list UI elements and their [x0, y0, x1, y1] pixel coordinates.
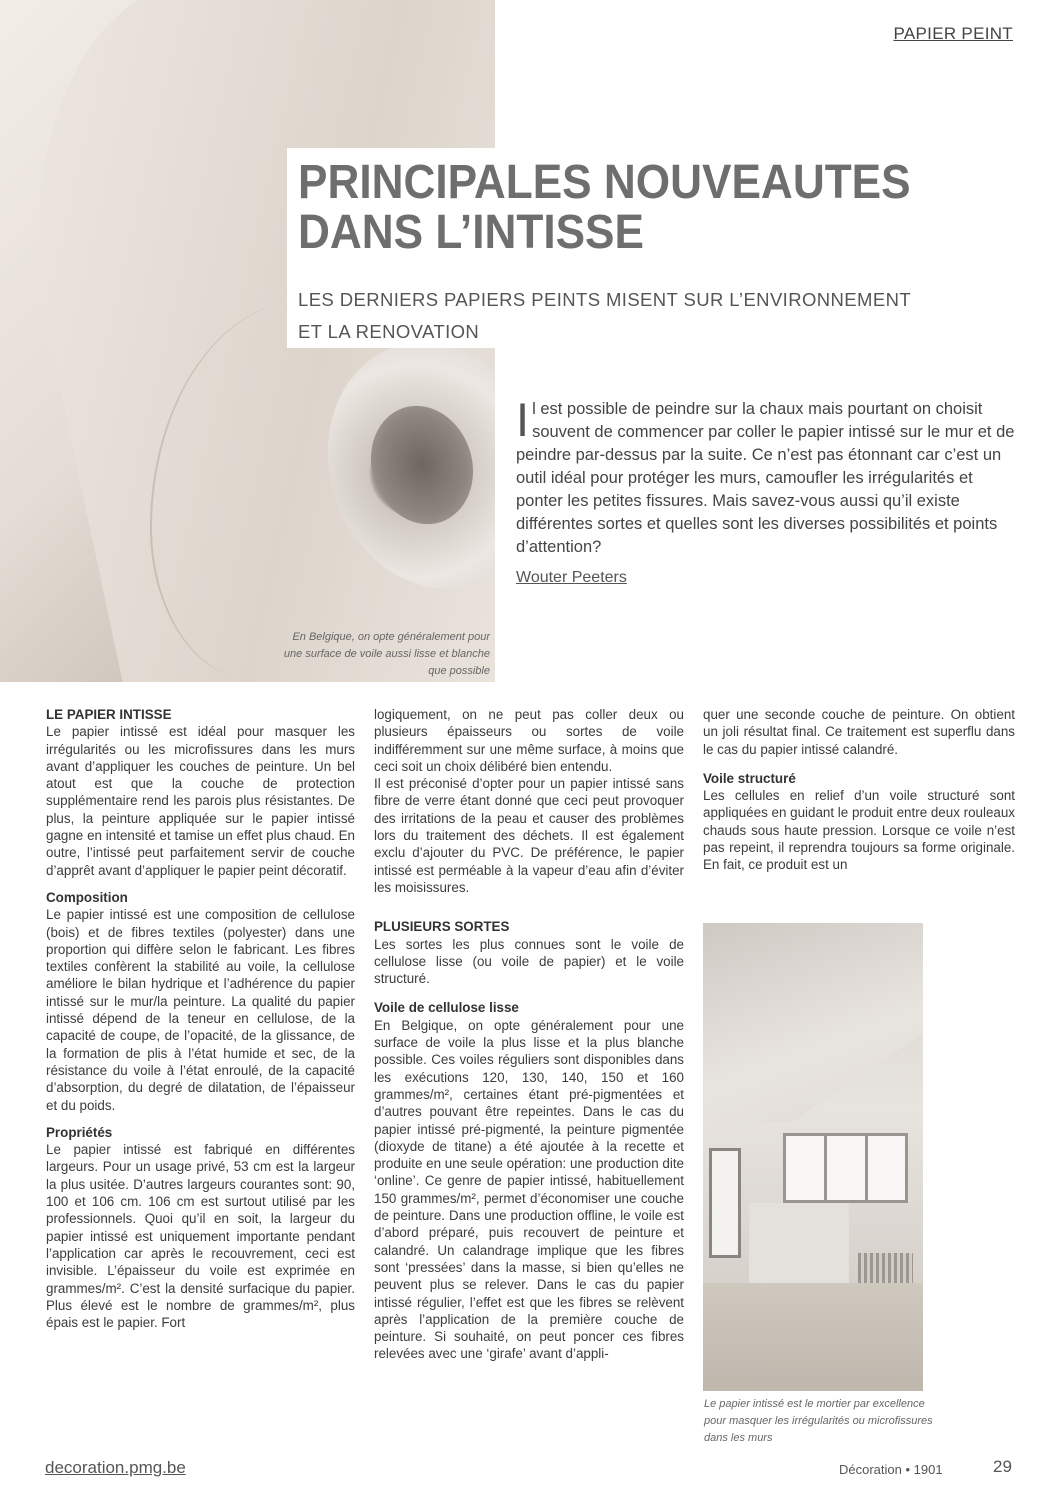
article-intro — [516, 393, 1016, 559]
drop-cap: I — [516, 393, 530, 446]
heading-papier-intisse: LE PAPIER INTISSE — [46, 707, 172, 722]
author-link[interactable]: Wouter Peeters — [516, 569, 627, 586]
intro-text: l est possible de peindre sur la chaux mais pourtant on choisit souvent de commencer par coller le papier intissé sur le mur et de peindre par-dessus par la suite. Ce n’est pas étonnant car c’est un outil idéal pour protéger les murs, camoufler les irrégularités et ponter les petites fissures. Mais savez-vous aussi qu’il existe différentes sortes et quelles sont les diverses possibilités et points d’attention? — [516, 400, 1015, 556]
footer-website-link[interactable]: decoration.pmg.be — [45, 1458, 186, 1477]
subtitle-line-2: ET LA RENOVATION — [298, 321, 480, 342]
paragraph-col3-a: quer une seconde couche de peinture. On obtient un joli résultat final. Ce traitement est superflu dans le cas du papier intissé calandré. — [703, 707, 1015, 757]
article-subtitle — [298, 284, 1038, 348]
paragraph-plusieurs-sortes: Les sortes les plus connues sont le voile de cellulose lisse (ou voile de papier) et le voile structuré. — [374, 936, 684, 987]
photo-caption-bottom: Le papier intissé est le mortier par excellence pour masquer les irrégularités ou microfissures dans les murs — [704, 1398, 933, 1444]
title-line-1: PRINCIPALES NOUVEAUTES — [298, 156, 911, 209]
heading-proprietes: Propriétés — [46, 1124, 113, 1140]
paragraph-voile-structure: Les cellules en relief d’un voile structuré sont appliquées en guidant le produit entre deux rouleaux chauds sous haute pression. Lorsque ce voile n’est pas repeint, il reprendra toujours sa forme originale. En fait, ce produit est un — [703, 788, 1015, 873]
photo-caption-top: En Belgique, on opte généralement pour une surface de voile aussi lisse et blanche que possible — [283, 631, 490, 677]
page-number: 29 — [993, 1457, 1012, 1476]
paragraph-composition: Le papier intissé est une composition de cellulose (bois) et de fibres textiles (polyester) dans une proportion qui diffère selon le fabricant. Les fibres textiles confèrent la stabilité au voile, la cellulose améliore le bilan hydrique et l’adhérence du papier intissé sur le mur/la peinture. La qualité du papier intissé dépend de la teneur en cellulose, de la capacité de coupe, de l’opacité, de la glissance, de la formation de plis à l’état humide et sec, de la résistance du voile à l’état enroulé, de la capacité d’absorption, du degré de dilatation, de l’épaisseur et du poids. — [46, 907, 355, 1113]
column-3 — [703, 706, 1015, 874]
heading-plusieurs-sortes: PLUSIEURS SORTES — [374, 919, 510, 935]
column-1 — [46, 706, 355, 1331]
section-tag[interactable]: PAPIER PEINT — [893, 24, 1013, 43]
heading-voile-cellulose: Voile de cellulose lisse — [374, 1000, 519, 1016]
heading-voile-structure: Voile structuré — [703, 770, 796, 786]
title-line-2: DANS L’INTISSE — [298, 206, 644, 259]
subtitle-line-1: LES DERNIERS PAPIERS PEINTS MISENT SUR L’ENVIRONNEMENT — [298, 289, 912, 310]
article-title — [298, 158, 960, 258]
paragraph-col2-b: Il est préconisé d’opter pour un papier intissé sans fibre de verre étant donné que ceci peut provoquer des irritations de la peau et causer des problèmes lors du traitement des déchets. Il est également exclu d’ajouter du PVC. De préférence, le papier intissé est perméable à la vapeur d’eau afin d’éviter les moisissures. — [374, 776, 684, 895]
paragraph-voile-cellulose: En Belgique, on opte généralement pour une surface de voile la plus lisse et la plus blanche possible. Ces voiles réguliers sont disponibles dans les exécutions 120, 130, 140, 150 et 160 grammes/m², certaines étant pré-pigmentées et d’autres pouvant être repeintes. Dans le cas du papier intissé pré-pigmenté, la peinture pigmentée (dioxyde de titane) a été ajoutée à la recette et produite en une seule opération: une production dite ‘online’. Ce genre de papier intissé, habituellement 150 grammes/m², permet d’économiser une couche de peinture. Dans une production offline, le voile est d’abord préparé, puis recouvert de peinture et calandré. Un calandrage implique que les fibres sont ‘pressées’ dans la masse, si bien qu’elles ne peuvent plus se relever. Dans le cas du papier intissé régulier, l’effet est que les fibres se relèvent après l’application de la première couche de peinture. Si souhaité, on peut poncer ces fibres relevées avec une ‘girafe’ avant d’appli- — [374, 1017, 684, 1362]
paragraph-proprietes: Le papier intissé est fabriqué en différentes largeurs. Pour un usage privé, 53 cm est la largeur la plus usitée. D’autres largeurs courantes sont: 90, 100 et 106 cm. 106 cm est surtout utilisé par les professionnels. Quoi qu’il en soit, la largeur du papier intissé est uniquement importante pendant l’application car après le recouvrement, ceci est invisible. L’épaisseur du voile est exprimée en grammes/m². C’est la densité surfacique du papier. Plus élevé est le nombre de grammes/m², plus épais est le papier. Fort — [46, 1142, 355, 1331]
column-2 — [374, 706, 684, 1363]
heading-composition: Composition — [46, 889, 128, 905]
paragraph-papier-intisse: Le papier intissé est idéal pour masquer les irrégularités ou les microfissures dans les murs avant d’appliquer les couches de peinture. Un bel atout est que la couche de protection supplémentaire rend les parois plus résistantes. De plus, la peinture appliquée sur le papier intissé gagne en intensité et tamise un effet plus chaud. En outre, l’intissé peut parfaitement servir de couche d’apprêt avant d’appliquer le papier peint décoratif. — [46, 724, 355, 878]
attic-room-photo — [703, 923, 923, 1391]
footer-magazine-issue: Décoration • 1901 — [839, 1462, 943, 1477]
paragraph-col2-a: logiquement, on ne peut pas coller deux ou plusieurs épaisseurs ou sortes de voile indifféremment sur une même surface, à moins que ceci soit un choix délibéré bien entendu. — [374, 707, 684, 774]
